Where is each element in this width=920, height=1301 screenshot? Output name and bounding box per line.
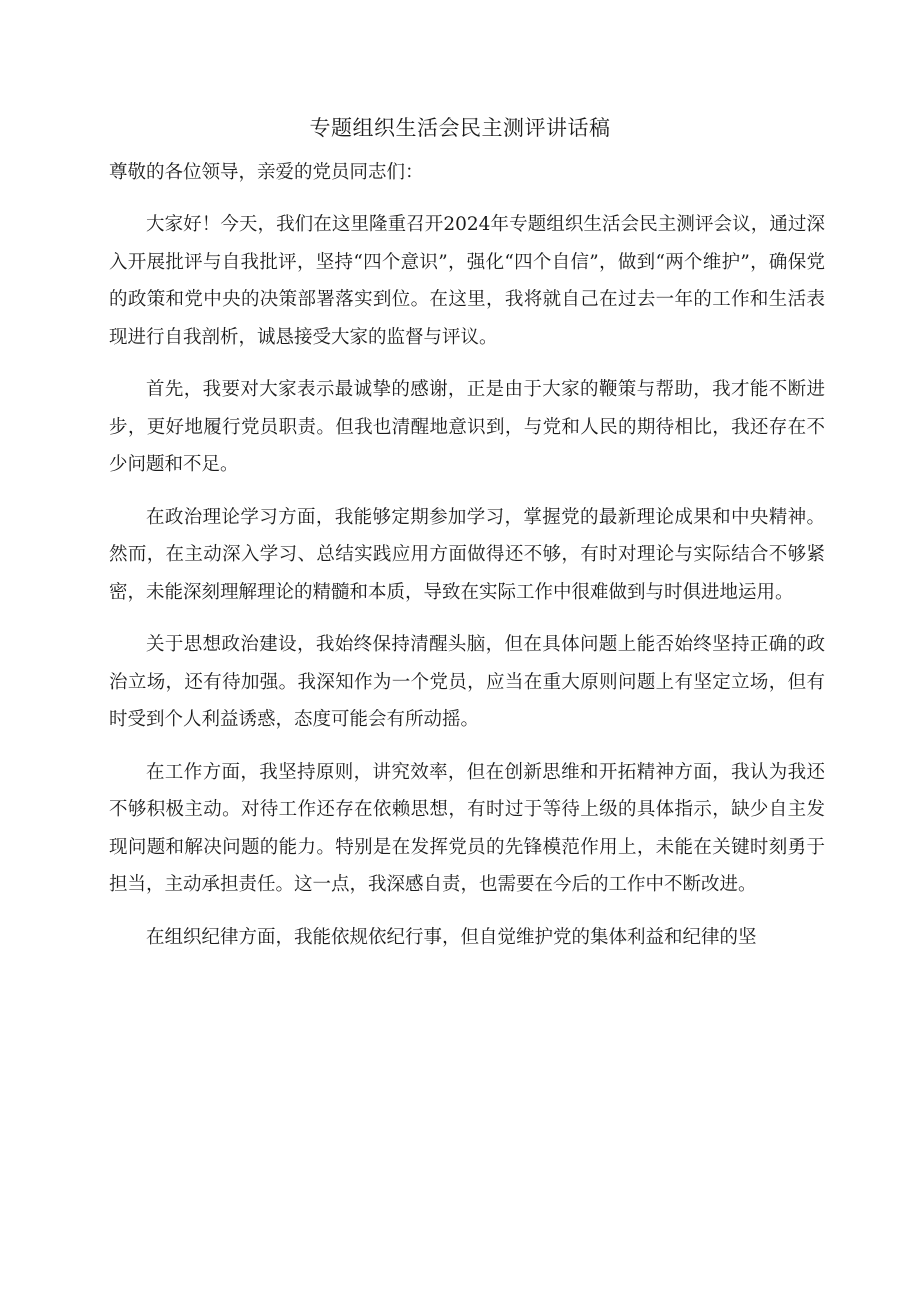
paragraph: 首先，我要对大家表示最诚挚的感谢，正是由于大家的鞭策与帮助，我才能不断进步，更好地履行党员职责。但我也清醒地意识到，与党和人民的期待相比，我还存在不少问题和不足。 [109,379,825,475]
paragraph: 在组织纪律方面，我能依规依纪行事，但自觉维护党的集体利益和纪律的坚 [146,926,757,948]
paragraph: 在工作方面，我坚持原则，讲究效率，但在创新思维和开拓精神方面，我认为我还不够积极主动。对待工作还存在依赖思想，有时过于等待上级的具体指示，缺少自主发现问题和解决问题的能力。特别是在发挥党员的先锋模范作用上，未能在关键时刻勇于担当，主动承担责任。这一点，我深感自责，也需要在今后的工作中不断改进。 [109,761,825,895]
paragraph: 关于思想政治建设，我始终保持清醒头脑，但在具体问题上能否始终坚持正确的政治立场，还有待加强。我深知作为一个党员，应当在重大原则问题上有坚定立场，但有时受到个人利益诱惑，态度可能会有所动摇。 [109,634,825,730]
paragraph: 在政治理论学习方面，我能够定期参加学习，掌握党的最新理论成果和中央精神。然而，在主动深入学习、总结实践应用方面做得还不够，有时对理论与实际结合不够紧密，未能深刻理解理论的精髓和本质，导致在实际工作中很难做到与时俱进地运用。 [109,506,825,603]
document-body [109,206,825,971]
paragraph: 大家好！今天，我们在这里隆重召开2024年专题组织生活会民主测评会议，通过深入开展批评与自我批评，坚持“四个意识”，强化“四个自信”，做到“两个维护”，确保党的政策和党中央的决策部署落实到位。在这里，我将就自己在过去一年的工作和生活表现进行自我剖析，诚恳接受大家的监督与评议。 [109,214,825,348]
salutation: 尊敬的各位领导，亲爱的党员同志们： [109,162,424,183]
document-title: 专题组织生活会民主测评讲话稿 [309,116,611,140]
